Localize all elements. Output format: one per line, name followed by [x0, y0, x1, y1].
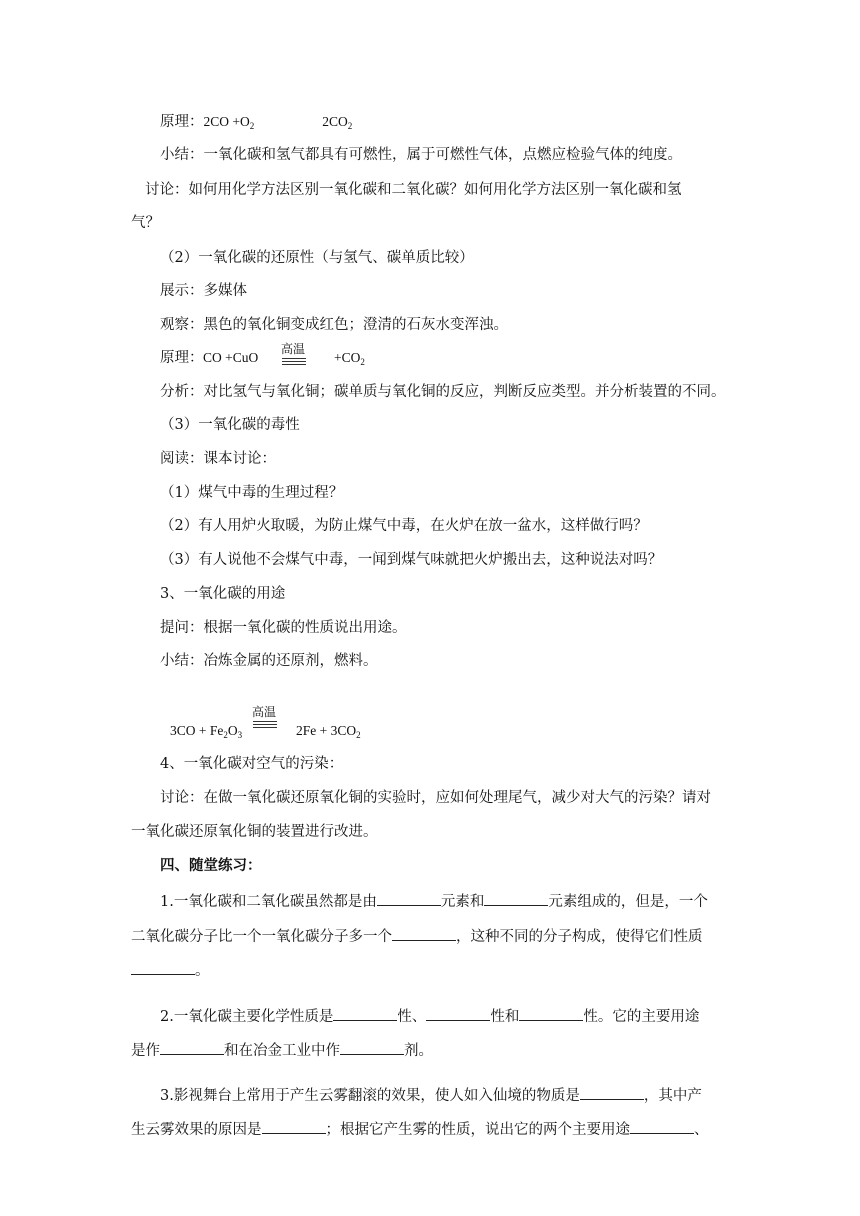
heading-practice: 四、随堂练习： [160, 857, 262, 874]
equation-combustion [160, 112, 352, 136]
exercise-1-line1 [160, 891, 708, 912]
subscript: 2 [356, 730, 361, 740]
summary-combustibility: 小结：一氧化碳和氢气都具有可燃性，属于可燃性气体，点燃应检验气体的纯度。 [160, 147, 682, 163]
reactants-text: O [227, 723, 238, 738]
text: 和在冶金工业中作 [224, 1043, 340, 1059]
summary-uses: 小结：冶炼金属的还原剂，燃料。 [160, 653, 378, 669]
exercise-3-line1 [160, 1085, 702, 1106]
answer-blank[interactable] [262, 1119, 326, 1134]
heading-pollution: 4、一氧化碳对空气的污染： [160, 756, 344, 772]
exercise-2-line2 [131, 1040, 433, 1061]
reaction-equals-sign [253, 721, 277, 728]
text: 二氧化碳分子比一个一氧化碳分子多一个 [131, 929, 392, 945]
equation-reduction-label: 原理： [160, 350, 204, 366]
exercise-3-line2 [131, 1119, 709, 1140]
products-text: 2Fe + 3CO [296, 723, 357, 738]
equation-reactants [204, 114, 255, 129]
discussion-distinguish-line2: 气？ [131, 215, 160, 231]
equation-iron-reactants [170, 721, 242, 745]
answer-blank[interactable] [426, 1006, 490, 1021]
answer-blank[interactable] [340, 1040, 404, 1055]
reactants-text: 3CO + Fe [170, 723, 224, 738]
text: 性。它的主要用途 [583, 1009, 700, 1025]
show-multimedia: 展示：多媒体 [160, 283, 247, 299]
reactants-text: 2CO +O [203, 114, 250, 129]
text: 元素组成的，但是，一个 [548, 894, 708, 910]
condition-high-temperature: 高温 [281, 342, 306, 356]
answer-blank[interactable] [333, 1006, 397, 1021]
reaction-equals-sign [282, 358, 306, 365]
equation-label: 原理： [160, 114, 204, 130]
discussion-exhaust-line2: 一氧化碳还原氧化铜的装置进行改进。 [131, 824, 378, 840]
answer-blank[interactable] [519, 1006, 583, 1021]
question-uses: 提问：根据一氧化碳的性质说出用途。 [160, 620, 407, 636]
text: 性和 [490, 1009, 520, 1025]
subscript: 3 [237, 730, 243, 740]
text: ；根据它产生雾的性质，说出它的两个主要用途 [325, 1122, 630, 1138]
answer-blank[interactable] [484, 891, 548, 906]
subscript: 2 [249, 121, 255, 131]
condition-high-temperature: 高温 [252, 705, 277, 719]
text: 是作 [131, 1043, 160, 1059]
equation-reduction-products [334, 348, 365, 372]
subscript: 2 [347, 121, 353, 131]
subscript: 2 [223, 730, 228, 740]
equation-iron-products [296, 721, 361, 745]
heading-reduction: （2）一氧化碳的还原性（与氢气、碳单质比较） [160, 250, 474, 266]
text: 2.一氧化碳主要化学性质是 [160, 1009, 334, 1025]
exercise-2-line1 [160, 1006, 699, 1027]
question-3: （3）有人说他不会煤气中毒，一闻到煤气味就把火炉搬出去，这种说法对吗？ [160, 552, 663, 568]
products-text: 2CO [322, 114, 348, 129]
text: 性、 [397, 1009, 427, 1025]
text: 、 [694, 1122, 709, 1138]
exercise-1-line3 [131, 960, 210, 981]
answer-blank[interactable] [630, 1119, 694, 1134]
answer-blank[interactable] [580, 1085, 644, 1100]
equation-reduction-reactants: CO +CuO [203, 350, 259, 365]
analysis-text: 分析：对比氢气与氧化铜；碳单质与氧化铜的反应，判断反应类型。并分析装置的不同。 [160, 384, 726, 400]
products-text: +CO [334, 350, 361, 365]
exercise-1-line2 [131, 926, 703, 947]
question-2: （2）有人用炉火取暖，为防止煤气中毒，在火炉在放一盆水，这样做行吗？ [160, 518, 648, 534]
text: 3.影视舞台上常用于产生云雾翻滚的效果，使人如入仙境的物质是 [160, 1088, 580, 1104]
text: ，其中产 [643, 1088, 702, 1104]
text: 。 [195, 963, 210, 979]
text: 生云雾效果的原因是 [131, 1122, 262, 1138]
heading-toxicity: （3）一氧化碳的毒性 [160, 417, 300, 433]
reading-text: 阅读：课本讨论： [160, 451, 276, 467]
heading-uses: 3、一氧化碳的用途 [160, 586, 286, 602]
text: 剂。 [404, 1043, 433, 1059]
discussion-exhaust-line1: 讨论：在做一氧化碳还原氧化铜的实验时，应如何处理尾气，减少对大气的污染？请对 [160, 790, 711, 806]
text: 1.一氧化碳和二氧化碳虽然都是由 [160, 894, 377, 910]
text: 元素和 [440, 894, 485, 910]
answer-blank[interactable] [160, 1040, 224, 1055]
answer-blank[interactable] [377, 891, 441, 906]
answer-blank[interactable] [131, 960, 195, 975]
subscript: 2 [360, 357, 365, 367]
text: ，这种不同的分子构成，使得它们性质 [456, 929, 703, 945]
discussion-distinguish-line1: 讨论：如何用化学方法区别一氧化碳和二氧化碳？如何用化学方法区别一氧化碳和氢 [145, 182, 682, 198]
question-1: （1）煤气中毒的生理过程？ [160, 485, 344, 501]
observation-text: 观察：黑色的氧化铜变成红色；澄清的石灰水变浑浊。 [160, 317, 508, 333]
answer-blank[interactable] [392, 926, 456, 941]
equation-products [322, 112, 352, 136]
